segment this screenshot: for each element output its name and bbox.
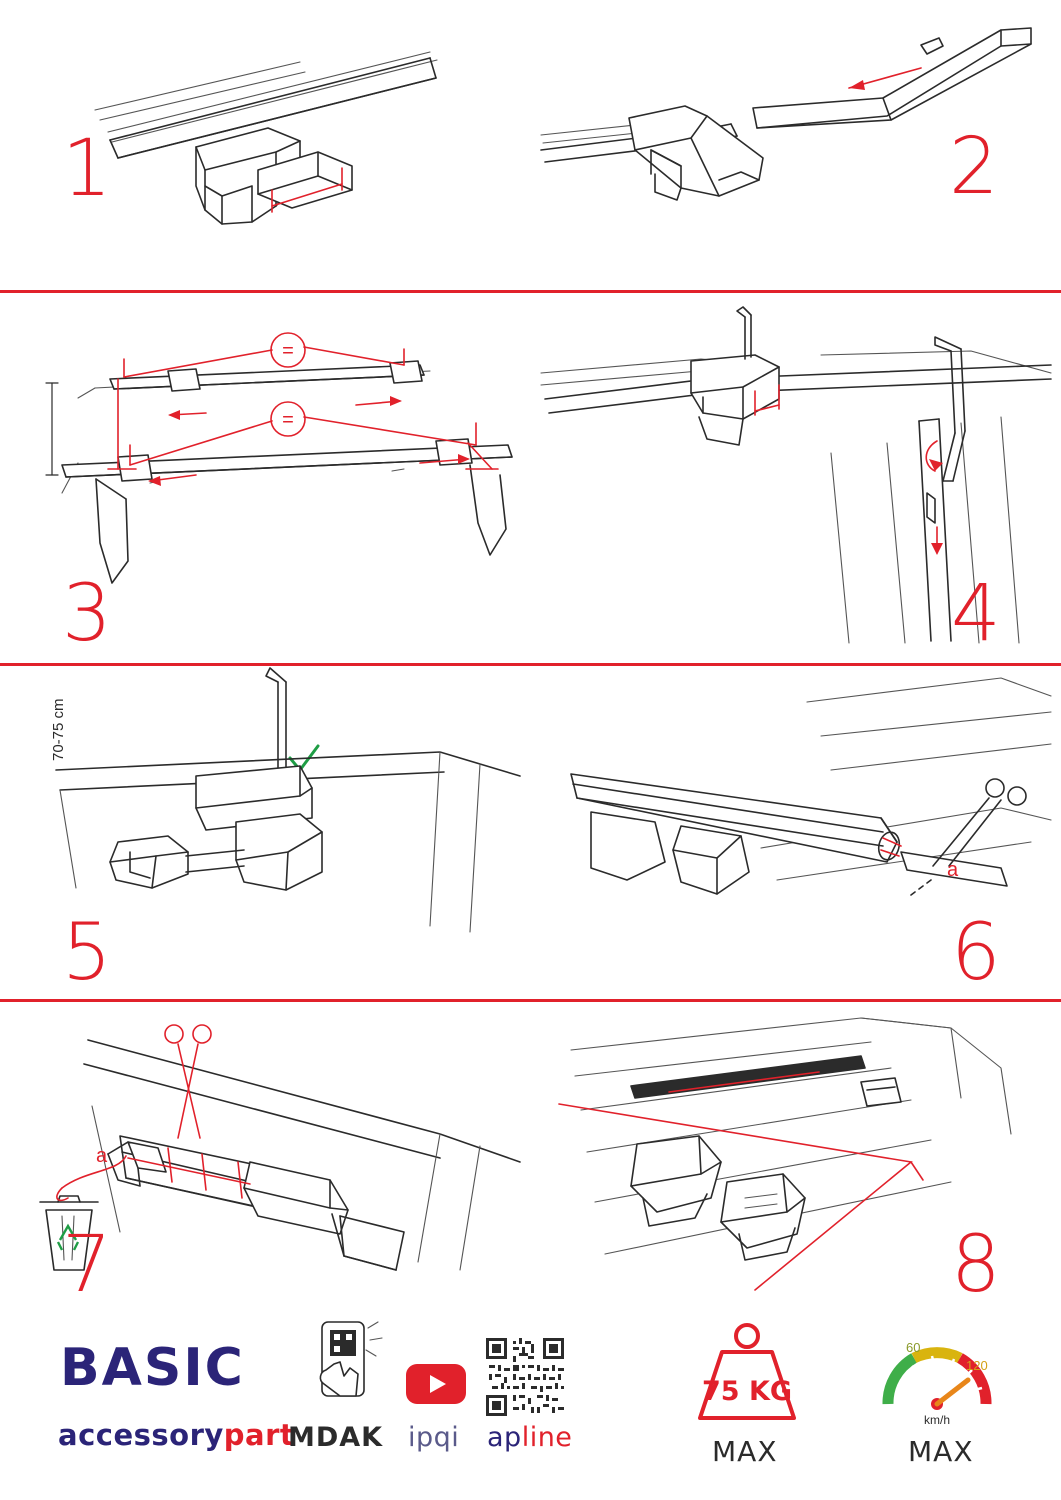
brand-title: BASIC [60, 1338, 245, 1398]
equal-symbol-top: = [282, 340, 294, 362]
step-number-5: 5 [62, 908, 112, 998]
step-panel-4 [531, 293, 1061, 663]
qr-hand-icon [300, 1318, 390, 1413]
footer [0, 1310, 1061, 1500]
spacing-label: 70-75 cm [50, 698, 67, 761]
step-panel-2 [531, 0, 1061, 290]
step-number-8: 8 [951, 1220, 1001, 1310]
step-number-1: 1 [62, 124, 112, 214]
step-panel-7 [0, 1002, 530, 1310]
partner-name-ipqi: ipqi [408, 1422, 460, 1453]
step-panel-3 [0, 293, 530, 761]
brand-subtitle [58, 1418, 294, 1452]
speed-unit: km/h [923, 1413, 951, 1427]
step-number-6: 6 [951, 908, 1001, 998]
step-panel-1 [0, 0, 530, 290]
step-number-3: 3 [62, 569, 112, 659]
step-panel-6 [531, 666, 1061, 999]
gauge-tick-60: 60 [906, 1340, 921, 1355]
brand-sub-main: accessory [58, 1418, 224, 1452]
label-a: a [947, 859, 959, 881]
speed-max-label: MAX [908, 1435, 974, 1468]
weight-value: 75 KG [701, 1376, 793, 1407]
weight-max-label: MAX [712, 1435, 778, 1468]
brand-sub-accent: part [223, 1418, 295, 1452]
step-number-7: 7 [62, 1220, 112, 1310]
partner-name-mdak: MDAK [288, 1422, 384, 1453]
qr-code-icon[interactable] [486, 1338, 564, 1416]
step-number-2: 2 [949, 122, 999, 212]
weight-icon [682, 1318, 812, 1428]
gauge-tick-120: 120 [966, 1358, 988, 1373]
label-a-7: a [96, 1145, 108, 1167]
equal-symbol-bottom: = [282, 409, 294, 431]
youtube-icon[interactable] [404, 1358, 468, 1406]
scissors-icon-7 [165, 1025, 211, 1138]
step-number-4: 4 [951, 569, 1001, 659]
speedometer-icon [872, 1318, 1002, 1428]
step-panel-5 [0, 666, 530, 999]
step-panel-8 [531, 1002, 1061, 1310]
partner-name-apline: apline [487, 1422, 573, 1453]
